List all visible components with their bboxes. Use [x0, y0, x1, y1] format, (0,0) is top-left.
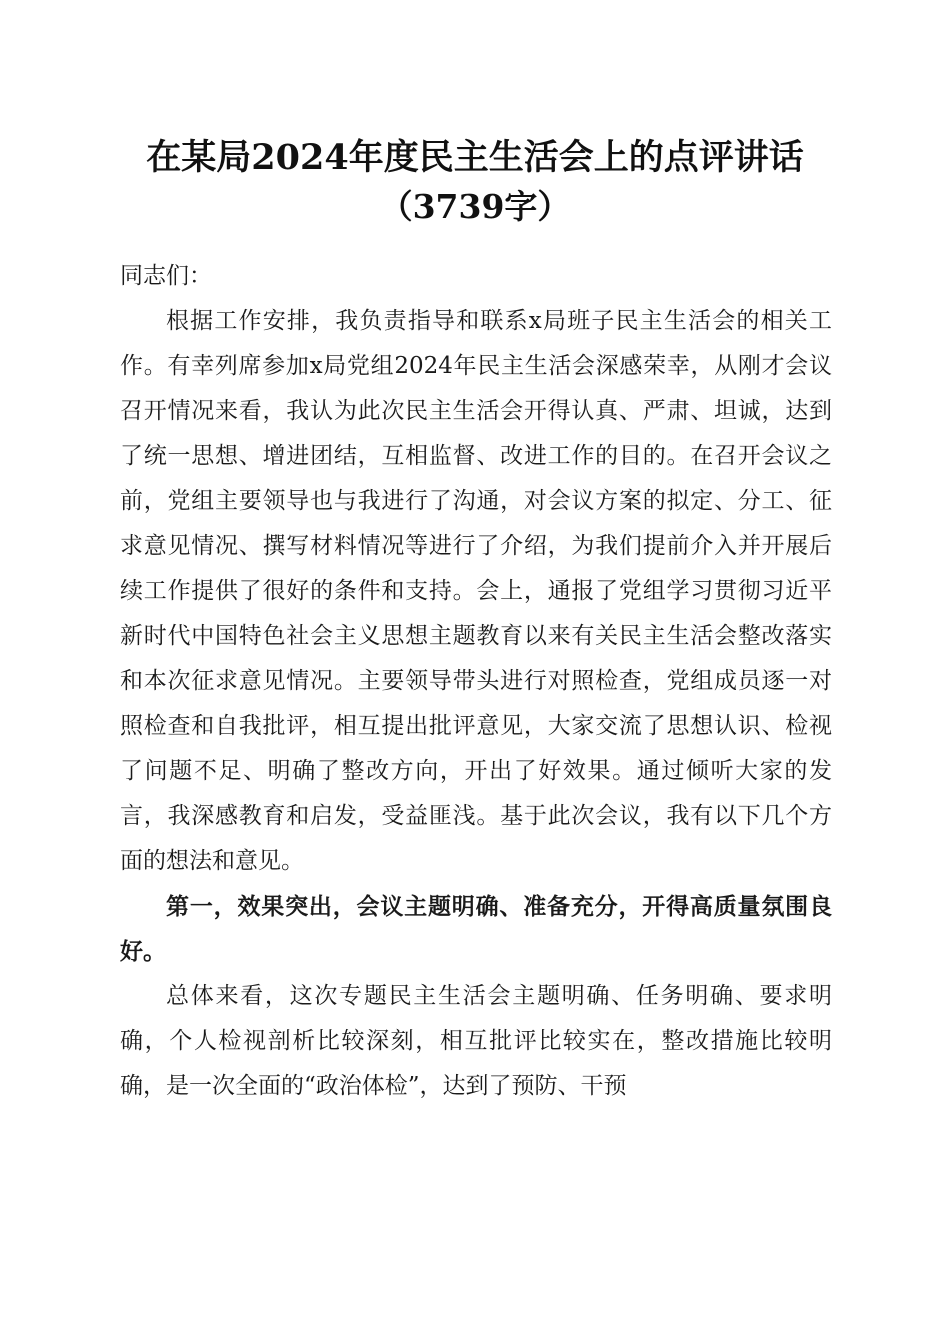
salutation: 同志们： [120, 263, 212, 289]
title-block [60, 132, 890, 230]
document-subtitle: （3739字） [379, 187, 571, 226]
body-paragraph: 总体来看，这次专题民主生活会主题明确、任务明确、要求明确，个人检视剖析比较深刻，相互批评比较实在，整改措施比较明确，是一次全面的“政治体检”，达到了预防、干预 [120, 983, 832, 1099]
document-title: 在某局2024年度民主生活会上的点评讲话 [146, 137, 804, 178]
body-paragraph: 根据工作安排，我负责指导和联系x局班子民主生活会的相关工作。有幸列席参加x局党组2024年民主生活会深感荣幸，从刚才会议召开情况来看，我认为此次民主生活会开得认真、严肃、坦诚，达到了统一思想、增进团结，互相监督、改进工作的目的。在召开会议之前，党组主要领导也与我进行了沟通，对会议方案的拟定、分工、征求意见情况、撰写材料情况等进行了介绍，为我们提前介入并开展后续工作提供了很好的条件和支持。会上，通报了党组学习贯彻习近平新时代中国特色社会主义思想主题教育以来有关民主生活会整改落实和本次征求意见情况。主要领导带头进行对照检查，党组成员逐一对照检查和自我批评，相互提出批评意见，大家交流了思想认识、检视了问题不足、明确了整改方向，开出了好效果。通过倾听大家的发言，我深感教育和启发，受益匪浅。基于此次会议，我有以下几个方面的想法和意见。 [120, 308, 832, 874]
document-body [120, 254, 832, 1109]
section-heading: 第一，效果突出，会议主题明确、准备充分，开得高质量氛围良好。 [120, 893, 832, 965]
